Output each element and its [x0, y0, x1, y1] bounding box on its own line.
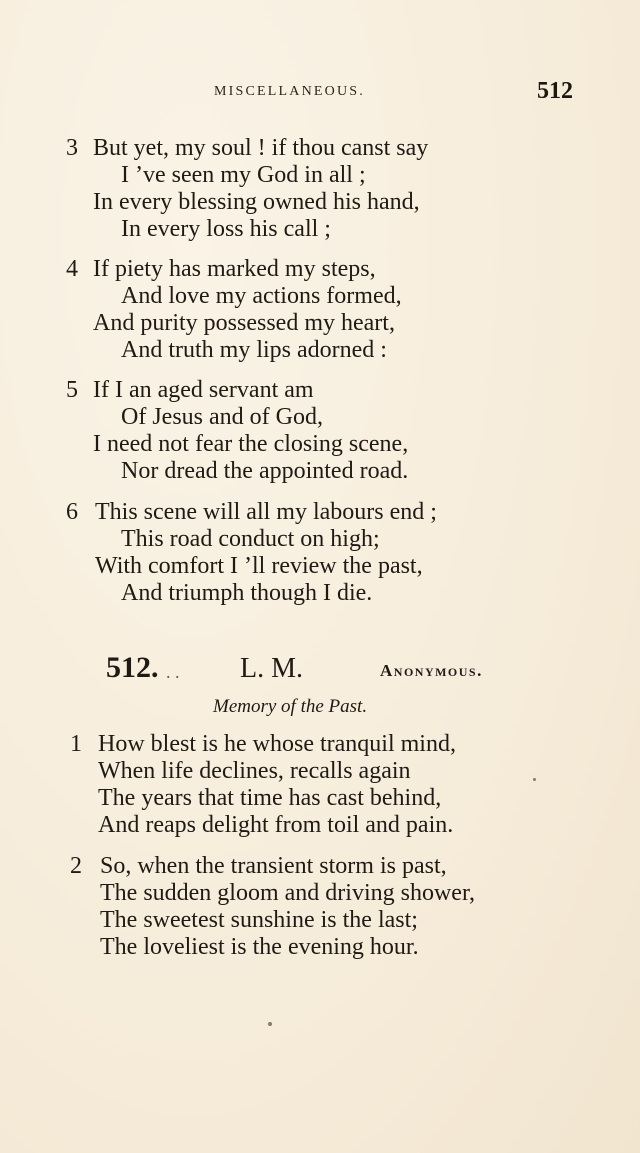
hymn-meter: L. M. — [240, 653, 303, 684]
stanza-number: 1 — [70, 731, 82, 757]
verse-line: The loveliest is the evening hour. — [100, 934, 419, 960]
verse-line: And truth my lips adorned : — [121, 337, 387, 363]
verse-line: And purity possessed my heart, — [93, 310, 395, 336]
verse-line: In every loss his call ; — [121, 216, 331, 242]
verse-line: How blest is he whose tranquil mind, — [98, 731, 456, 757]
hymn-author: Anonymous. — [380, 661, 483, 680]
verse-line: The sweetest sunshine is the last; — [100, 907, 418, 933]
running-title: MISCELLANEOUS. — [214, 84, 365, 99]
page-number: 512 — [537, 78, 573, 104]
hymn-number: 512. — [106, 651, 159, 684]
stanza-number: 5 — [66, 377, 78, 403]
verse-line: The years that time has cast behind, — [98, 785, 442, 811]
verse-line: And reaps delight from toil and pain. — [98, 812, 454, 838]
verse-line: I need not fear the closing scene, — [93, 431, 409, 457]
verse-line: If piety has marked my steps, — [93, 256, 376, 282]
verse-line: This road conduct on high; — [121, 526, 380, 552]
stanza-number: 6 — [66, 499, 78, 525]
leader-dots: . . — [166, 662, 180, 682]
verse-line: With comfort I ’ll review the past, — [95, 553, 423, 579]
verse-line: If I an aged servant am — [93, 377, 314, 403]
stanza-number: 4 — [66, 256, 78, 282]
stanza-number: 3 — [66, 135, 78, 161]
verse-line: Of Jesus and of God, — [121, 404, 323, 430]
hymn-title: Memory of the Past. — [213, 696, 368, 717]
verse-line: The sudden gloom and driving shower, — [100, 880, 475, 906]
verse-line: I ’ve seen my God in all ; — [121, 162, 366, 188]
verse-line: And love my actions formed, — [121, 283, 402, 309]
verse-line: Nor dread the appointed road. — [121, 458, 409, 484]
paper-speck — [268, 1022, 272, 1026]
verse-line: And triumph though I die. — [121, 580, 373, 606]
verse-line: This scene will all my labours end ; — [95, 499, 437, 525]
verse-line: But yet, my soul ! if thou canst say — [93, 135, 429, 161]
verse-line: In every blessing owned his hand, — [93, 189, 420, 215]
paper-speck — [533, 778, 536, 781]
stanza-number: 2 — [70, 853, 82, 879]
verse-line: When life declines, recalls again — [98, 758, 411, 784]
verse-line: So, when the transient storm is past, — [100, 853, 447, 879]
